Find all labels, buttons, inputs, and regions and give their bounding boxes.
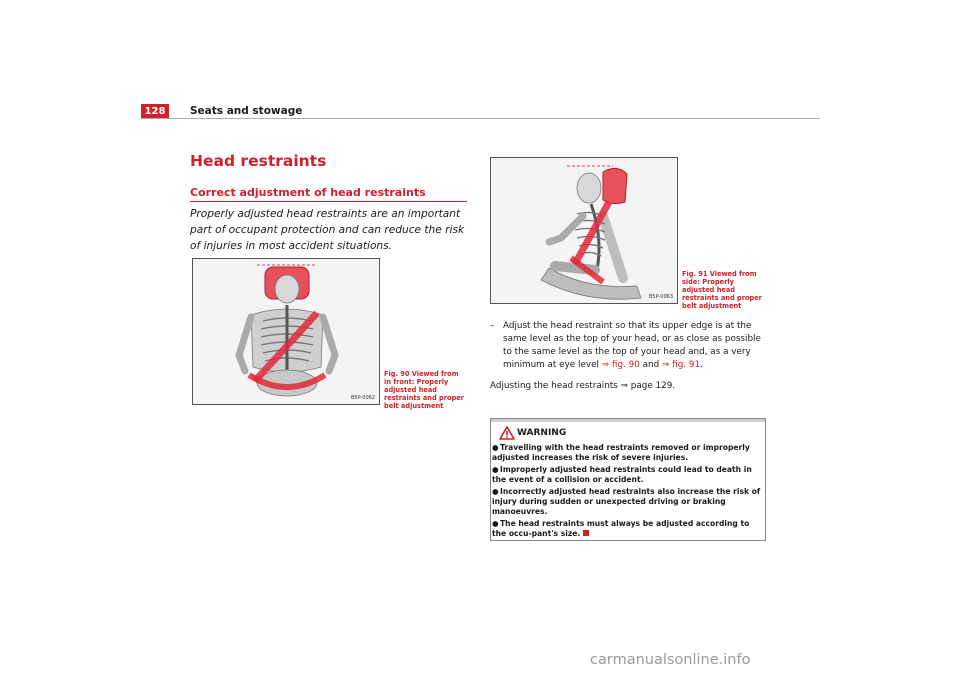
instruction-step xyxy=(490,320,766,372)
warning-item xyxy=(492,443,762,463)
step-dash: – xyxy=(490,321,495,331)
figure-90-illustration xyxy=(193,259,379,404)
warning-item-text: Incorrectly adjusted head restraints also increase the risk of injury during sudden or unexpected driving or braking manoeuvres. xyxy=(492,487,761,516)
figure-code: B5P-0062 xyxy=(350,395,375,401)
figure-90-caption: Fig. 90 Viewed from in front: Properly adjusted head restraints and proper belt adjustment xyxy=(384,370,464,410)
adjusting-note: Adjusting the head restraints ⇒ page 129. xyxy=(490,381,676,391)
warning-item xyxy=(492,487,762,517)
intro-paragraph: Properly adjusted head restraints are an important part of occupant protection and can reduce the risk of injuries in most accident situations. xyxy=(190,208,465,252)
figure-code: B5P-0063 xyxy=(648,294,673,300)
bullet-icon: ● xyxy=(492,443,499,452)
warning-title: WARNING xyxy=(517,428,567,438)
bullet-icon: ● xyxy=(492,487,499,496)
warning-item xyxy=(492,465,762,485)
watermark: carmanualsonline.info xyxy=(590,652,751,668)
fig-91-link[interactable]: ⇒ fig. 91 xyxy=(661,360,701,370)
section-subtitle: Correct adjustment of head restraints xyxy=(190,186,426,199)
warning-list xyxy=(492,443,762,541)
warning-item-text: Travelling with the head restraints removed or improperly adjusted increases the risk of severe injuries. xyxy=(492,443,750,462)
page-number: 128 xyxy=(141,104,169,119)
section-title: Head restraints xyxy=(190,152,327,170)
figure-91-side-view xyxy=(490,157,678,304)
figure-91-caption: Fig. 91 Viewed from side: Properly adjusted head restraints and proper belt adjustment xyxy=(682,270,762,310)
warning-box xyxy=(490,418,766,541)
warning-top-bar xyxy=(491,419,765,422)
warning-item xyxy=(492,519,762,539)
bullet-icon: ● xyxy=(492,465,499,474)
running-header: Seats and stowage xyxy=(190,105,303,117)
step-joiner: and xyxy=(639,360,662,370)
step-end: . xyxy=(700,360,703,370)
figure-90-front-view xyxy=(192,258,380,405)
end-of-section-mark xyxy=(583,530,589,536)
warning-triangle-icon xyxy=(499,426,515,440)
warning-item-text: The head restraints must always be adjusted according to the occu-pant's size. xyxy=(492,519,750,538)
header-divider xyxy=(141,118,820,119)
warning-item-text: Improperly adjusted head restraints could lead to death in the event of a collision or accident. xyxy=(492,465,752,484)
fig-90-link[interactable]: ⇒ fig. 90 xyxy=(601,360,640,370)
step-text: Adjust the head restraint so that its upper edge is at the same level as the top of your head, or as close as possible to the same level as the top of your head and, as a very minimum at eye level xyxy=(503,321,761,370)
subtitle-divider xyxy=(190,201,467,202)
bullet-icon: ● xyxy=(492,519,499,528)
figure-91-illustration xyxy=(491,158,677,303)
